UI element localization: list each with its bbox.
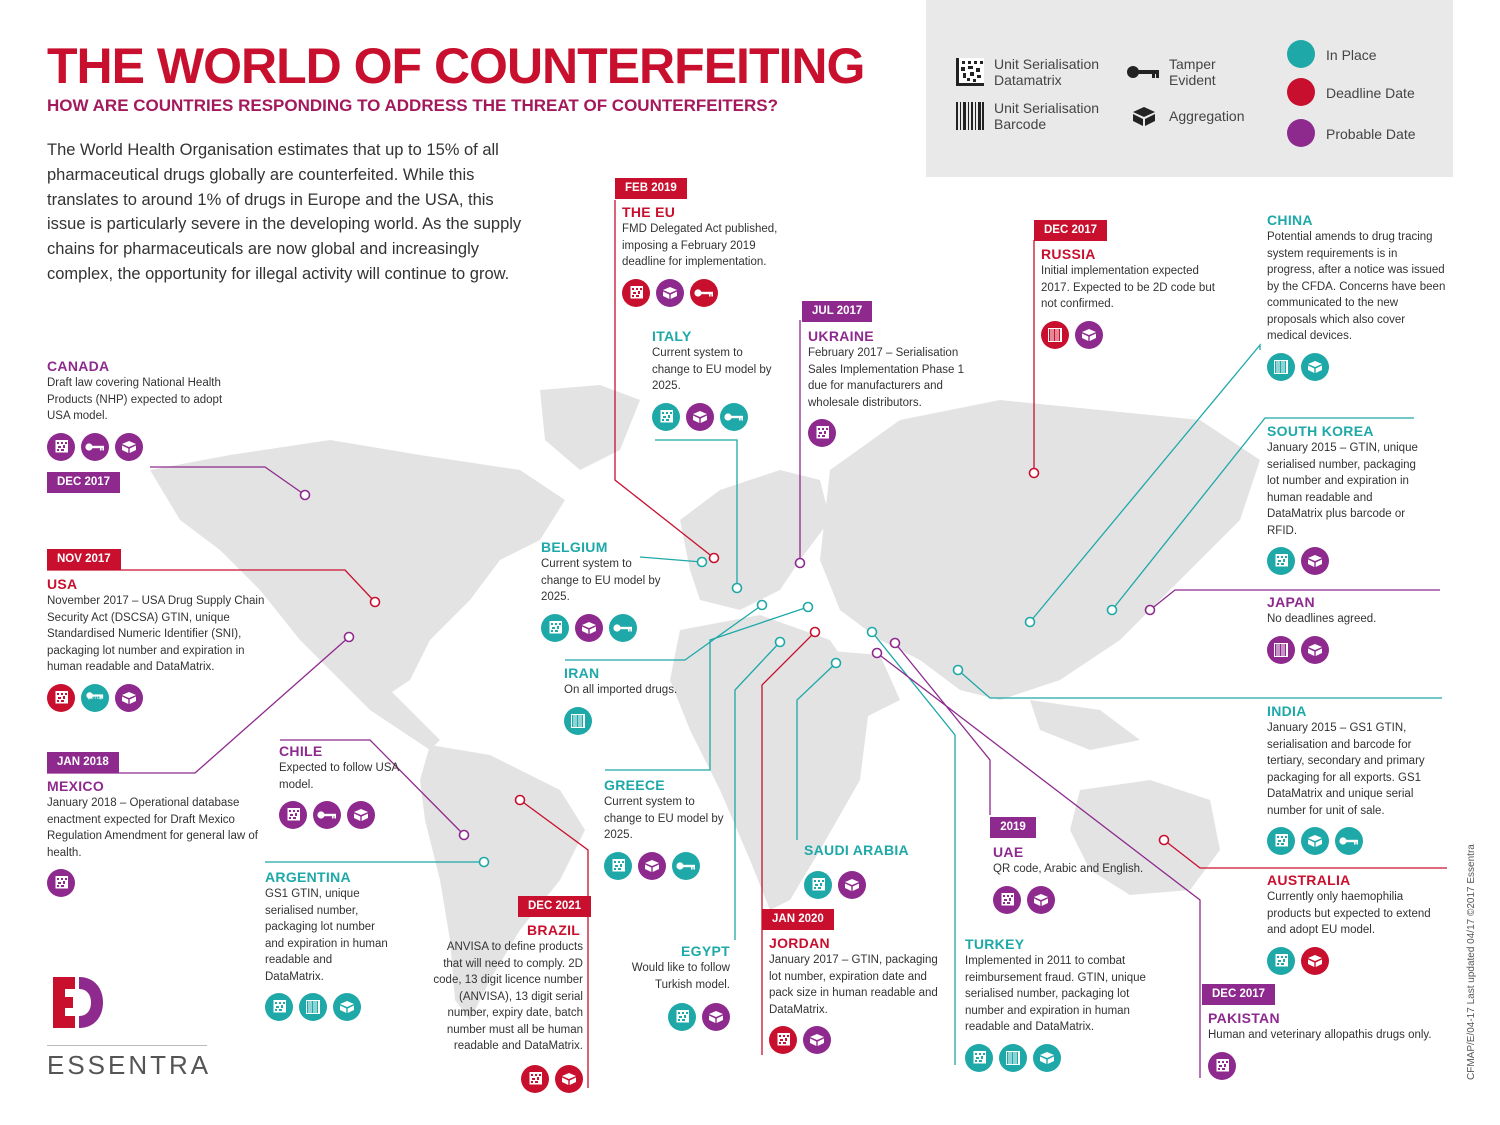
marker-belgium: [698, 558, 707, 567]
page-subtitle: HOW ARE COUNTRIES RESPONDING TO ADDRESS THE THREAT OF COUNTERFEITERS?: [47, 96, 779, 115]
barcode-icon: [1041, 321, 1069, 349]
country-description: Draft law covering National Health Products (NHP) expected to adopt USA model.: [47, 377, 223, 422]
country-description: Implemented in 2011 to combat reimbursement fraud. GTIN, unique serialised number, packaging lot number and expiration in human readable and DataMatrix.: [965, 955, 1146, 1033]
country-name: UKRAINE: [808, 328, 874, 344]
marker-eu: [710, 554, 719, 563]
legend-aggregation-label: Aggregation: [1169, 108, 1245, 124]
country-name: EGYPT: [681, 943, 730, 959]
aggregation-icon: [1075, 321, 1103, 349]
datamatrix-icon: [652, 403, 680, 431]
country-name: JAPAN: [1267, 594, 1315, 610]
eu-date-badge: FEB 2019: [615, 178, 687, 199]
country-name: SOUTH KOREA: [1267, 423, 1374, 439]
legend-deadline-label: Deadline Date: [1326, 85, 1415, 101]
country-description: January 2015 – GTIN, unique serialised number, packaging lot number and expiration in human readable and DataMatrix plus barcode or RFID.: [1267, 442, 1418, 537]
mexico-date-badge: JAN 2018: [47, 752, 119, 773]
marker-uae: [891, 639, 900, 648]
aggregation-icon: [1301, 827, 1329, 855]
aggregation-icon: [575, 614, 603, 642]
country-description: FMD Delegated Act published, imposing a February 2019 deadline for implementation.: [622, 223, 778, 268]
marker-saudi: [832, 659, 841, 668]
country-belgium: [541, 538, 671, 642]
in-place-dot: [1287, 40, 1315, 68]
country-description: January 2017 – GTIN, packaging lot number, expiration date and pack size in human readable and DataMatrix.: [769, 954, 938, 1016]
country-greece: [604, 776, 734, 880]
country-description: November 2017 – USA Drug Supply Chain Security Act (DSCSA) GTIN, unique Standardised Numeric Identifier (SNI), packaging lot number and expiration in human readable and DataMatrix.: [47, 595, 265, 673]
aggregation-icon: [1301, 636, 1329, 664]
datamatrix-icon: [1267, 947, 1295, 975]
country-brazil: [425, 921, 583, 1093]
country-jordan: [769, 934, 949, 1054]
datamatrix-icon: [804, 871, 832, 899]
logo-divider: [47, 1045, 207, 1046]
barcode-icon: [1267, 353, 1295, 381]
tamper-evident-icon: [672, 852, 700, 880]
country-description: Would like to follow Turkish model.: [631, 962, 730, 991]
marker-turkey: [868, 628, 877, 637]
barcode-icon: [999, 1044, 1027, 1072]
aggregation-icon: [1301, 547, 1329, 575]
legend-in-place-label: In Place: [1326, 47, 1377, 63]
aggregation-icon: [1301, 353, 1329, 381]
probable-dot: [1287, 119, 1315, 147]
deadline-dot: [1287, 78, 1315, 106]
country-name: IRAN: [564, 665, 600, 681]
country-pakistan: [1208, 1009, 1458, 1080]
country-name: THE EU: [622, 204, 676, 220]
tamper-evident-icon: [720, 403, 748, 431]
country-canada: [47, 357, 247, 461]
marker-usa: [371, 598, 380, 607]
barcode-icon: [956, 102, 984, 130]
marker-jordan: [811, 628, 820, 637]
marker-egypt: [776, 638, 785, 647]
datamatrix-icon: [279, 801, 307, 829]
country-name: AUSTRALIA: [1267, 872, 1351, 888]
marker-china: [1026, 618, 1035, 627]
country-description: GS1 GTIN, unique serialised number, packaging lot number and expiration in human readable and DataMatrix.: [265, 888, 388, 983]
country-usa: [47, 575, 282, 712]
marker-greece: [804, 603, 813, 612]
country-description: Current system to change to EU model by 2025.: [604, 796, 724, 841]
country-name: GREECE: [604, 777, 665, 793]
datamatrix-icon: [808, 419, 836, 447]
country-name: BRAZIL: [527, 922, 581, 938]
country-description: Current system to change to EU model by 2025.: [541, 558, 661, 603]
brand-name: ESSENTRA: [47, 1050, 212, 1080]
datamatrix-icon: [47, 684, 75, 712]
country-description: Human and veterinary allopathis drugs only.: [1208, 1029, 1432, 1041]
barcode-icon: [564, 707, 592, 735]
aggregation-icon: [555, 1065, 583, 1093]
marker-iran: [758, 601, 767, 610]
datamatrix-icon: [956, 58, 984, 86]
aggregation-icon: [347, 801, 375, 829]
country-south-korea: [1267, 422, 1422, 575]
essentra-logo-icon: [47, 975, 107, 1030]
key-icon: [1126, 64, 1160, 80]
marker-ukraine: [796, 559, 805, 568]
datamatrix-icon: [993, 886, 1021, 914]
greenland-shape: [540, 385, 640, 470]
box-icon: [1131, 105, 1157, 127]
intro-paragraph: The World Health Organisation estimates that up to 15% of all pharmaceutical drugs globally are counterfeited. While this translates to around 1% of drugs in Europe and the USA, this issue is particularly severe in the developing world. As the supply chains for pharmaceuticals are now global and increasingly complex, the opportunity for illegal activity will continue to grow.: [47, 141, 522, 283]
datamatrix-icon: [1267, 827, 1295, 855]
tamper-evident-icon: [313, 801, 341, 829]
marker-pakistan: [873, 649, 882, 658]
country-description: January 2015 – GS1 GTIN, serialisation and barcode for tertiary, secondary and primary packaging for all exports. GS1 DataMatrix and unique serial number for unit of sale.: [1267, 722, 1425, 817]
tamper-evident-icon: [1335, 827, 1363, 855]
country-turkey: [965, 935, 1170, 1072]
country-name: PAKISTAN: [1208, 1010, 1280, 1026]
country-italy: [652, 327, 782, 431]
country-china: [1267, 211, 1447, 381]
legend-tamper-label: Tamper Evident: [1169, 56, 1216, 88]
country-description: February 2017 – Serialisation Sales Implementation Phase 1 due for manufacturers and wholesale distributors.: [808, 347, 964, 409]
aggregation-icon: [115, 684, 143, 712]
aggregation-icon: [1033, 1044, 1061, 1072]
country-name: CANADA: [47, 358, 110, 374]
tamper-evident-icon: [81, 433, 109, 461]
country-description: On all imported drugs.: [564, 684, 678, 696]
datamatrix-icon: [265, 993, 293, 1021]
country-argentina: [265, 868, 390, 1021]
country-description: Current system to change to EU model by 2025.: [652, 347, 772, 392]
pakistan-date-badge: DEC 2017: [1202, 984, 1275, 1005]
aggregation-icon: [702, 1003, 730, 1031]
marker-brazil: [516, 796, 525, 805]
country-japan: [1267, 593, 1417, 664]
datamatrix-icon: [769, 1026, 797, 1054]
footer-credit: CFMAP/E/04-17 Last updated 04/17 ©2017 Essentra: [1466, 844, 1477, 1080]
marker-russia: [1030, 469, 1039, 478]
country-name: JORDAN: [769, 935, 830, 951]
otc-label: (OTC): [88, 695, 102, 701]
marker-canada: [301, 491, 310, 500]
tamper-evident-icon: [81, 684, 109, 712]
marker-mexico: [345, 633, 354, 642]
marker-chile: [460, 831, 469, 840]
aggregation-icon: [656, 279, 684, 307]
barcode-icon: [1267, 636, 1295, 664]
country-description: ANVISA to define products that will need to comply. 2D code, 13 digit licence number (ANVISA), 13 digit serial number, expiry date, batch number must all be human readable and DataMatrix.: [433, 941, 583, 1052]
country-description: Expected to follow USA model.: [279, 762, 399, 791]
legend-datamatrix-label: Unit Serialisation Datamatrix: [994, 56, 1100, 88]
country-name: ARGENTINA: [265, 869, 351, 885]
country-iran: [564, 664, 704, 735]
page-title: THE WORLD OF COUNTERFEITING: [47, 38, 865, 94]
aggregation-icon: [1027, 886, 1055, 914]
country-name: UAE: [993, 844, 1024, 860]
country-name: SAUDI ARABIA: [804, 842, 909, 858]
tamper-evident-icon: [609, 614, 637, 642]
country-description: January 2018 – Operational database enactment expected for Draft Mexico Regulation Amendment for general law of health.: [47, 797, 258, 859]
country-egypt: [620, 942, 730, 1031]
aggregation-icon: [115, 433, 143, 461]
country-name: CHILE: [279, 743, 323, 759]
canada-date-badge: DEC 2017: [47, 472, 120, 493]
country-ukraine: [808, 327, 973, 447]
legend-panel: [926, 0, 1453, 177]
country-australia: [1267, 871, 1437, 975]
aggregation-icon: [838, 871, 866, 899]
datamatrix-icon: [521, 1065, 549, 1093]
country-name: CHINA: [1267, 212, 1313, 228]
marker-south-korea: [1108, 606, 1117, 615]
country-mexico: [47, 777, 262, 897]
country-uae: [993, 843, 1163, 914]
marker-japan: [1146, 606, 1155, 615]
aggregation-icon: [333, 993, 361, 1021]
aggregation-icon: [638, 852, 666, 880]
country-saudi-arabia: [804, 841, 934, 899]
country-name: USA: [47, 576, 78, 592]
tamper-evident-icon: [690, 279, 718, 307]
country-name: TURKEY: [965, 936, 1025, 952]
usa-date-badge: NOV 2017: [47, 549, 121, 570]
aggregation-icon: [803, 1026, 831, 1054]
country-russia: [1041, 245, 1216, 349]
country-name: ITALY: [652, 328, 692, 344]
country-description: QR code, Arabic and English.: [993, 863, 1144, 875]
marker-italy: [733, 584, 742, 593]
datamatrix-icon: [541, 614, 569, 642]
brazil-date-badge: DEC 2021: [518, 896, 591, 917]
country-description: Currently only haemophilia products but expected to extend and adopt EU model.: [1267, 891, 1431, 936]
country-eu: [622, 203, 802, 307]
aggregation-icon: [686, 403, 714, 431]
marker-argentina: [480, 858, 489, 867]
country-name: BELGIUM: [541, 539, 608, 555]
datamatrix-icon: [47, 433, 75, 461]
se-asia-shape: [1030, 700, 1140, 750]
country-description: Potential amends to drug tracing system requirements is in progress, after a notice was issued by the CFDA. Concerns have been communicated to the new proposals which also cover medical devices.: [1267, 231, 1446, 342]
barcode-icon: [299, 993, 327, 1021]
uae-date-badge: 2019: [990, 817, 1036, 838]
legend-barcode-label: Unit Serialisation Barcode: [994, 100, 1100, 132]
legend-probable-label: Probable Date: [1326, 126, 1416, 142]
jordan-date-badge: JAN 2020: [762, 909, 834, 930]
datamatrix-icon: [622, 279, 650, 307]
country-description: No deadlines agreed.: [1267, 613, 1377, 625]
datamatrix-icon: [668, 1003, 696, 1031]
datamatrix-icon: [47, 869, 75, 897]
aggregation-icon: [1301, 947, 1329, 975]
europe-shape: [680, 470, 830, 610]
country-name: RUSSIA: [1041, 246, 1096, 262]
marker-india: [954, 666, 963, 675]
datamatrix-icon: [604, 852, 632, 880]
russia-date-badge: DEC 2017: [1034, 220, 1107, 241]
datamatrix-icon: [1208, 1052, 1236, 1080]
country-description: Initial implementation expected 2017. Expected to be 2D code but not confirmed.: [1041, 265, 1215, 310]
datamatrix-icon: [965, 1044, 993, 1072]
country-chile: [279, 742, 399, 829]
datamatrix-icon: [1267, 547, 1295, 575]
country-name: MEXICO: [47, 778, 105, 794]
country-india: [1267, 702, 1447, 855]
country-name: INDIA: [1267, 703, 1307, 719]
ukraine-date-badge: JUL 2017: [802, 301, 872, 322]
